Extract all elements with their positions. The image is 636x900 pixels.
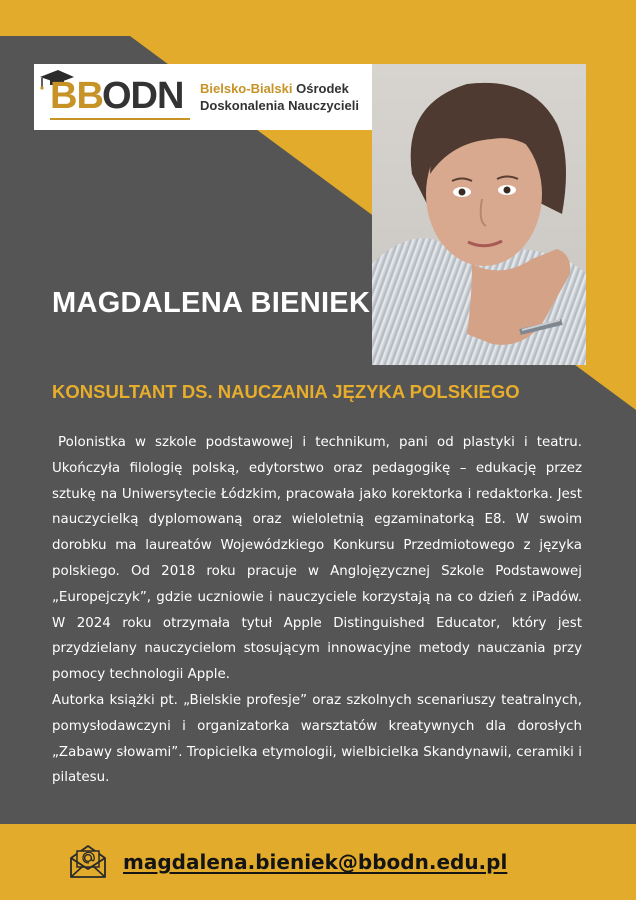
person-role: KONSULTANT DS. NAUCZANIA JĘZYKA POLSKIEGO (52, 381, 520, 402)
logo-underline (50, 118, 190, 122)
logo-mark-odn: ODN (102, 75, 184, 117)
logo-text-rest: Ośrodek (292, 81, 349, 96)
logo-text-accent: Bielsko-Bialski (200, 81, 293, 96)
bio-paragraph-1: Polonistka w szkole podstawowej i technikum, pani od plastyki i teatru. Ukończyła filologię polską, edytorstwo oraz pedagogikę – edukację przez sztukę na Uniwersytecie Łódzkim, pracowała jako korektorka i redaktorka. Jest nauczycielką dyplomowaną oraz wieloletnią egzaminatorką E8. W swoim dorobku ma laureatów Wojewódzkiego Konkursu Przedmiotowego z języka polskiego. Od 2018 roku pracuje w Anglojęzycznej Szkole Podstawowej „Europejczyk”, gdzie uczniowie i nauczyciele korzystają na co dzień z iPadów. W 2024 roku otrzymała tytuł Apple Distinguished Educator, który jest przydzielany nauczycielom stosującym innowacyjne metody nauczania przy pomocy technologii Apple. (52, 435, 582, 683)
envelope-at-icon (68, 842, 108, 880)
portrait-photo (372, 64, 586, 365)
biography (52, 430, 582, 791)
bbodn-logo (34, 64, 372, 130)
logo-text-line2: Doskonalenia Nauczycieli (200, 98, 359, 113)
email-link[interactable]: magdalena.bieniek@bbodn.edu.pl (123, 850, 508, 874)
person-name: MAGDALENA BIENIEK (52, 287, 371, 319)
logo-mark-bb: BB (50, 75, 103, 117)
logo-text-line1 (200, 81, 349, 97)
bio-paragraph-2: Autorka książki pt. „Bielskie profesje” oraz szkolnych scenariuszy teatralnych, pomysłodawczyni i organizatorka warsztatów kreatywnych dla dorosłych „Zabawy słowami”. Tropicielka etymologii, wielbicielka Skandynawii, ceramiki i pilatesu. (52, 692, 582, 786)
